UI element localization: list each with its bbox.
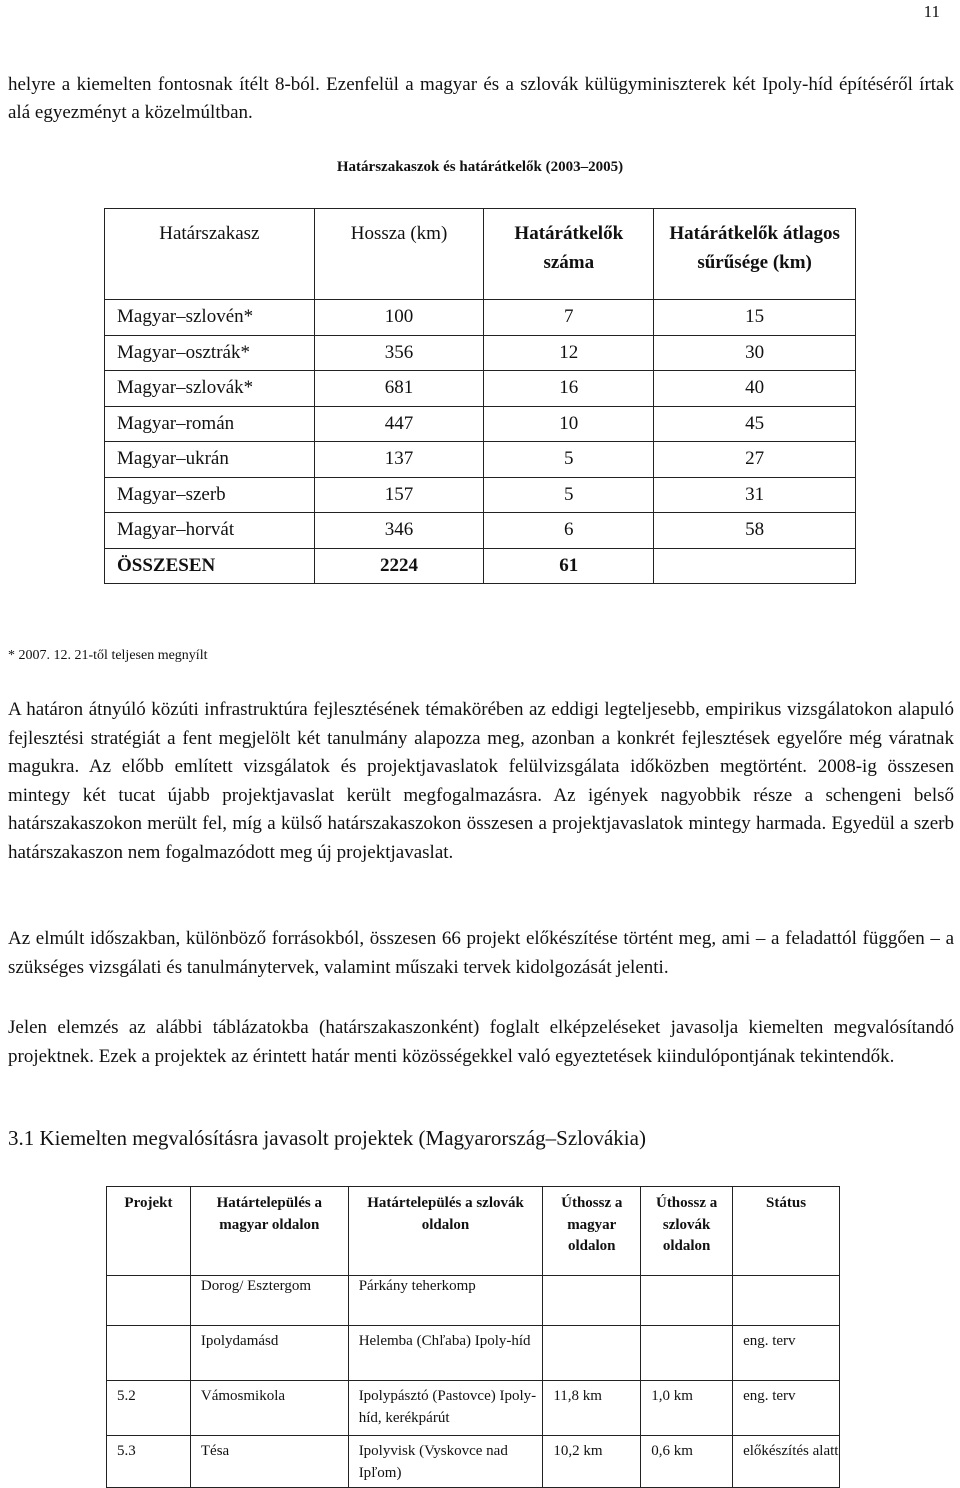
table-header-cell: Úthossz a magyar oldalon bbox=[543, 1187, 641, 1276]
table-cell: 27 bbox=[654, 442, 856, 478]
table-row bbox=[105, 300, 856, 336]
table-cell: eng. terv bbox=[733, 1326, 840, 1381]
table-cell: 100 bbox=[314, 300, 484, 336]
table-cell: Dorog/ Esztergom bbox=[190, 1276, 348, 1326]
table-header-cell: Úthossz a szlovák oldalon bbox=[641, 1187, 733, 1276]
table-header-cell: Határtelepülés a magyar oldalon bbox=[190, 1187, 348, 1276]
table-cell: 447 bbox=[314, 406, 484, 442]
body-paragraph: Jelen elemzés az alábbi táblázatokba (határszakaszonként) foglalt elképzeléseket javasolja kiemelten megvalósítandó projektnek. Ezek a projektek az érintett határ menti közösségekkel való egyeztetések kiindulópontjának tekintendők. bbox=[8, 1017, 954, 1067]
table-cell bbox=[641, 1326, 733, 1381]
border-sections-table bbox=[104, 208, 856, 584]
table-row bbox=[105, 513, 856, 549]
table-cell: 5 bbox=[484, 477, 654, 513]
table-cell: Magyar–szlovák* bbox=[105, 371, 315, 407]
table-row bbox=[105, 371, 856, 407]
table-row bbox=[105, 406, 856, 442]
table-row bbox=[107, 1326, 840, 1381]
table-cell: 346 bbox=[314, 513, 484, 549]
table-cell: Magyar–román bbox=[105, 406, 315, 442]
table-header-cell: Határszakasz bbox=[105, 209, 315, 300]
table-cell: 31 bbox=[654, 477, 856, 513]
table-header-cell: Határtelepülés a szlovák oldalon bbox=[348, 1187, 543, 1276]
table-cell: 0,6 km bbox=[641, 1436, 733, 1488]
table-cell: Párkány teherkomp bbox=[348, 1276, 543, 1326]
table-cell: Ipolyvisk (Vyskovce nad Ipľom) bbox=[348, 1436, 543, 1488]
table-cell: eng. terv bbox=[733, 1381, 840, 1436]
table-cell: 10 bbox=[484, 406, 654, 442]
table-cell bbox=[733, 1276, 840, 1326]
table-header-cell: Határátkelők átlagos sűrűsége (km) bbox=[654, 209, 856, 300]
table-cell: 681 bbox=[314, 371, 484, 407]
table-cell: 11,8 km bbox=[543, 1381, 641, 1436]
table-header-cell: Státus bbox=[733, 1187, 840, 1276]
table-cell: Ipolydamásd bbox=[190, 1326, 348, 1381]
table-cell bbox=[654, 548, 856, 584]
table-cell: Magyar–horvát bbox=[105, 513, 315, 549]
table-row bbox=[107, 1436, 840, 1488]
table-cell: 5.3 bbox=[107, 1436, 191, 1488]
table-cell: Magyar–szerb bbox=[105, 477, 315, 513]
body-paragraph: Az elmúlt időszakban, különböző forrásokból, összesen 66 projekt előkészítése történt meg, ami – a feladattól függően – a szükséges vizsgálati és tanulmánytervek, valamint műszaki tervek kidolgozását jelenti. bbox=[8, 928, 954, 978]
table-cell: 157 bbox=[314, 477, 484, 513]
table-cell: 40 bbox=[654, 371, 856, 407]
table-cell: Magyar–szlovén* bbox=[105, 300, 315, 336]
table-cell: 15 bbox=[654, 300, 856, 336]
table-cell: Magyar–osztrák* bbox=[105, 335, 315, 371]
table-row bbox=[105, 442, 856, 478]
table-row bbox=[105, 335, 856, 371]
table-cell: előkészítés alatt bbox=[733, 1436, 840, 1488]
table-total-row bbox=[105, 548, 856, 584]
table-cell: 58 bbox=[654, 513, 856, 549]
table-cell: Ipolypásztó (Pastovce) Ipoly-híd, kerékpárút bbox=[348, 1381, 543, 1436]
table-cell bbox=[543, 1276, 641, 1326]
table-cell: Vámosmikola bbox=[190, 1381, 348, 1436]
table-cell bbox=[543, 1326, 641, 1381]
table-cell: 5.2 bbox=[107, 1381, 191, 1436]
table-cell: ÖSSZESEN bbox=[105, 548, 315, 584]
footnote: * 2007. 12. 21-től teljesen megnyílt bbox=[8, 648, 208, 663]
table-cell: Helemba (Chľaba) Ipoly-híd bbox=[348, 1326, 543, 1381]
table-header-cell: Határátkelők száma bbox=[484, 209, 654, 300]
table-header-cell: Projekt bbox=[107, 1187, 191, 1276]
table-row bbox=[107, 1381, 840, 1436]
table-cell: 6 bbox=[484, 513, 654, 549]
table-cell: 5 bbox=[484, 442, 654, 478]
table-cell bbox=[107, 1326, 191, 1381]
table-cell: 10,2 km bbox=[543, 1436, 641, 1488]
table-cell: 30 bbox=[654, 335, 856, 371]
table-cell: 137 bbox=[314, 442, 484, 478]
table-header-row bbox=[105, 209, 856, 300]
table1-title: Határszakaszok és határátkelők (2003–2005) bbox=[336, 159, 624, 175]
section-heading: 3.1 Kiemelten megvalósításra javasolt projektek (Magyarország–Szlovákia) bbox=[8, 1126, 646, 1150]
table-row bbox=[105, 477, 856, 513]
intro-paragraph: helyre a kiemelten fontosnak ítélt 8-ból. Ezenfelül a magyar és a szlovák külügyminiszterek két Ipoly-híd építéséről írtak alá egyezményt a közelmúltban. bbox=[8, 74, 954, 123]
table-cell: 7 bbox=[484, 300, 654, 336]
table-cell bbox=[641, 1276, 733, 1326]
table-cell: 2224 bbox=[314, 548, 484, 584]
table-cell: 16 bbox=[484, 371, 654, 407]
table-header-row bbox=[107, 1187, 840, 1276]
table-cell: 1,0 km bbox=[641, 1381, 733, 1436]
table-cell: Magyar–ukrán bbox=[105, 442, 315, 478]
table-row bbox=[107, 1276, 840, 1326]
table-header-cell: Hossza (km) bbox=[314, 209, 484, 300]
table-cell: 61 bbox=[484, 548, 654, 584]
table-cell bbox=[107, 1276, 191, 1326]
table-cell: Tésa bbox=[190, 1436, 348, 1488]
page-number: 11 bbox=[923, 2, 940, 21]
table-cell: 45 bbox=[654, 406, 856, 442]
body-paragraph: A határon átnyúló közúti infrastruktúra fejlesztésének témakörében az eddigi legteljesebb, empirikus vizsgálatokon alapuló fejlesztési stratégiát a fent megjelölt két tanulmány alapozza meg, azonban a konkrét fejlesztések egyelőre még váratnak magukra. Az előbb említett vizsgálatok és projektjavaslatok felülvizsgálata időközben megtörtént. 2008-ig összesen mintegy két tucat újabb projektjavaslat került megfogalmazásra. Az igények nagyobbik része a schengeni belső határszakaszokon merült fel, míg a külső határszakaszokon összesen a projektjavaslatok mintegy harmada. Egyedül a szerb határszakaszon nem fogalmazódott meg új projektjavaslat. bbox=[8, 699, 954, 863]
projects-table bbox=[106, 1186, 840, 1488]
table-cell: 356 bbox=[314, 335, 484, 371]
table-cell: 12 bbox=[484, 335, 654, 371]
